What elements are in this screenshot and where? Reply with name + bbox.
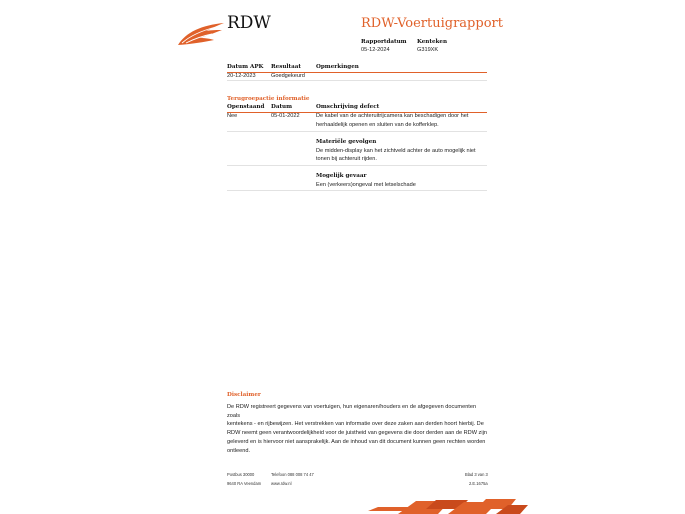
apk-col-datum: Datum APK [227, 64, 264, 70]
terugroep-col-omschrijving: Omschrijving defect [316, 104, 380, 110]
apk-header-rule [227, 72, 487, 73]
apk-row-rule [227, 80, 487, 81]
apk-row-datum: 20-12-2023 [227, 73, 256, 79]
footer-page-number: Blad 3 van 3 [465, 472, 488, 477]
mogelijk-gevaar-text: Een (verkeers)ongeval met letselschade [316, 182, 416, 188]
mogelijk-gevaar-label: Mogelijk gevaar [316, 173, 367, 179]
disclaimer-line: De RDW registreert gegevens van voertuigen, hun eigenaren/houders en de afgegeven documenten zoals [227, 404, 477, 419]
footer-plaats: 9640 RA Veendam [227, 481, 262, 486]
kenteken-label: Kenteken [417, 39, 448, 45]
brand-name: RDW [227, 13, 271, 33]
footer-website[interactable]: www.rdw.nl [271, 481, 292, 486]
decorative-stripes [368, 497, 528, 514]
terugroep-col-openstaand: Openstaand [227, 104, 265, 110]
terugroep-section-title: Terugroepactie informatie [227, 96, 310, 102]
disclaimer-line: kentekens - en rijbewijzen. Het verstrekken van informatie over deze zaken aan derden hoort hierbij. De [227, 421, 484, 428]
rapportdatum-value: 05-12-2024 [361, 47, 390, 53]
disclaimer-text [227, 403, 489, 455]
terugroep-datum: 05-01-2022 [271, 113, 300, 119]
rdw-logo-icon [176, 22, 226, 46]
apk-row-resultaat: Goedgekeurd [271, 73, 305, 79]
terugroep-openstaand: Nee [227, 113, 238, 119]
omschrijving-line-1: De kabel van de achteruitrijcamera kan beschadigen door het [316, 113, 469, 119]
materiele-rule [227, 165, 487, 166]
document-title: RDW-Voertuigrapport [361, 16, 503, 31]
disclaimer-line: ontleend. [227, 447, 251, 454]
materiele-line-1: De midden-display kan het zichtveld achter de auto mogelijk niet [316, 148, 476, 154]
footer-postbus: Postbus 30000 [227, 472, 255, 477]
materiele-line-2: tonen bij achteruit rijden. [316, 156, 377, 162]
materiele-gevolgen-label: Materiële gevolgen [316, 139, 377, 145]
disclaimer-title: Disclaimer [227, 392, 261, 398]
omschrijving-rule [227, 131, 487, 132]
omschrijving-line-2: herhaaldelijk openen en sluiten van de kofferklep. [316, 122, 439, 128]
terugroep-col-datum: Datum [271, 104, 293, 110]
kenteken-value: G319XK [417, 47, 439, 53]
footer-document-code: 2.E.1675a [469, 481, 488, 486]
disclaimer-line: RDW neemt geen verantwoordelijkheid voor de juistheid van gegevens die door derden aan de RDW zijn [227, 430, 487, 437]
apk-col-resultaat: Resultaat [271, 64, 301, 70]
gevaar-rule [227, 190, 487, 191]
rapportdatum-label: Rapportdatum [361, 39, 407, 45]
disclaimer-line: geleverd en is hiervoor niet aansprakelijk. Aan de inhoud van dit document kunnen geen rechten worden [227, 438, 486, 445]
apk-col-opmerkingen: Opmerkingen [316, 64, 359, 70]
footer-telefoon: Telefoon 088 008 74 47 [271, 472, 314, 477]
